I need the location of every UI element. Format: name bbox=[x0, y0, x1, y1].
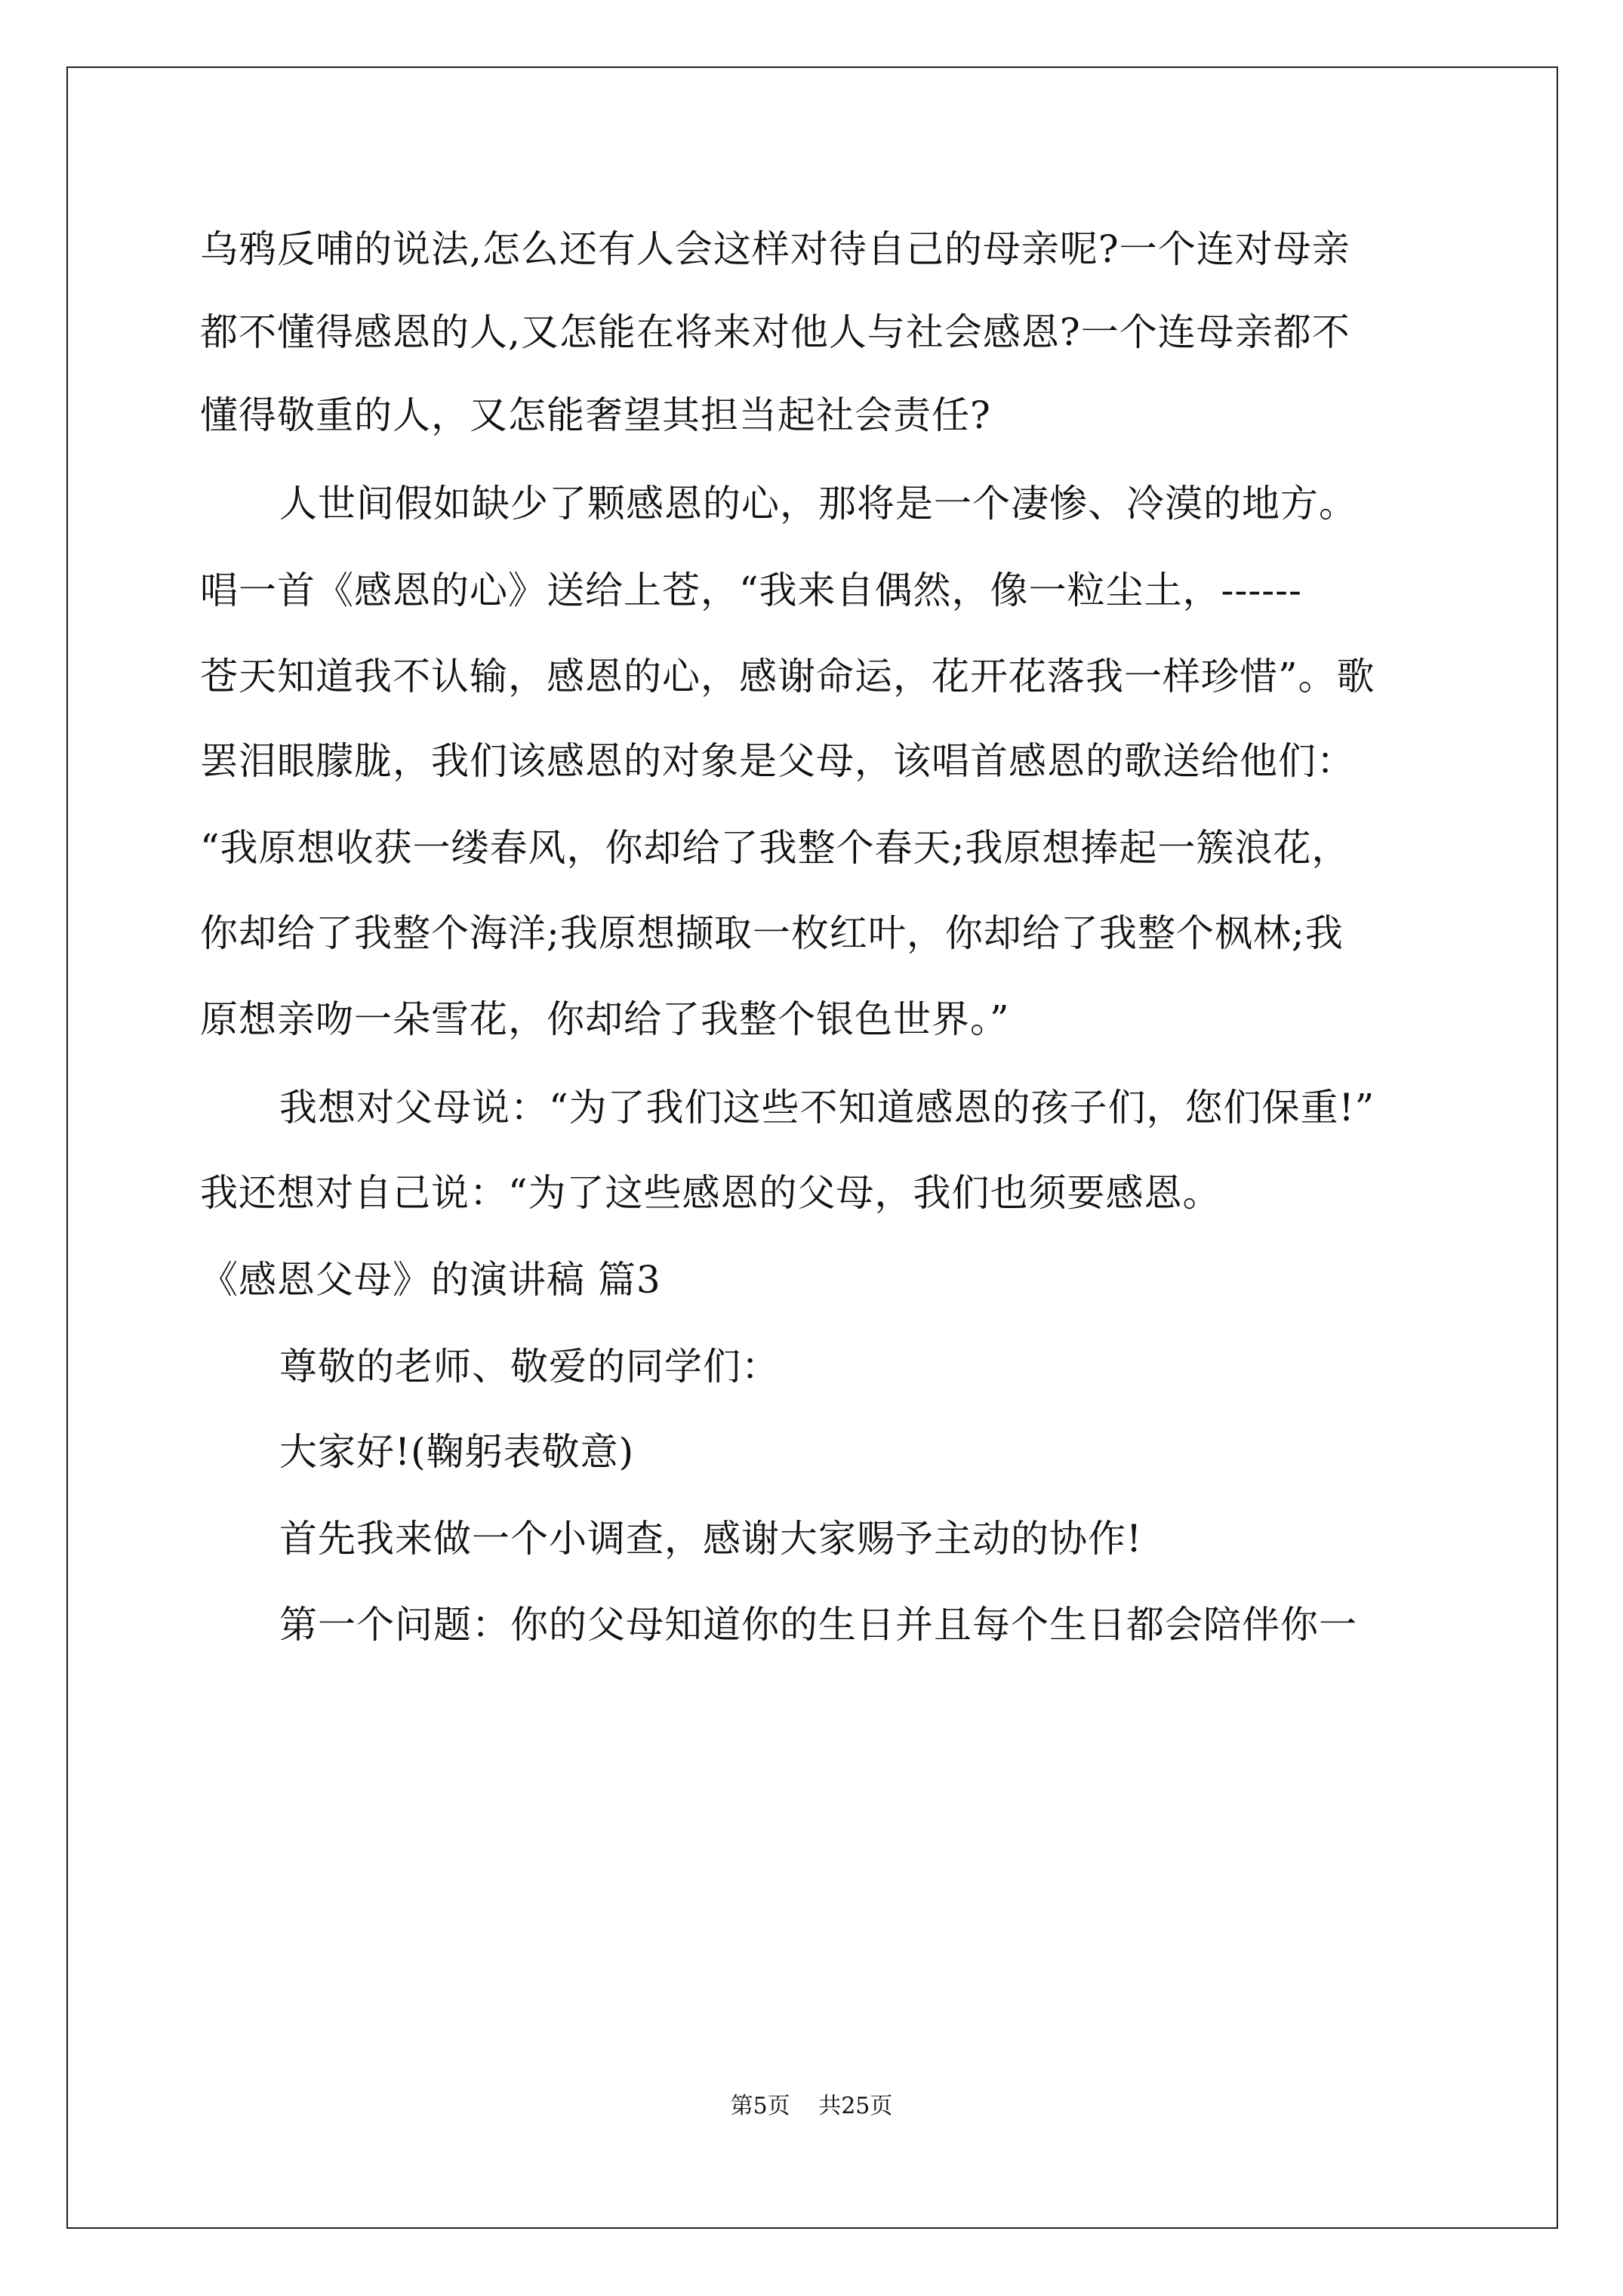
page-number: 第5页 bbox=[730, 2093, 790, 2119]
text-line: 我想对父母说：“为了我们这些不知道感恩的孩子们，您们保重!” bbox=[279, 1086, 1375, 1130]
page-footer bbox=[0, 2091, 1623, 2122]
text-line: 都不懂得感恩的人,又怎能在将来对他人与社会感恩?一个连母亲都不 bbox=[200, 310, 1350, 354]
text-line: 你却给了我整个海洋;我原想撷取一枚红叶，你却给了我整个枫林;我 bbox=[200, 911, 1344, 955]
section-heading: 《感恩父母》的演讲稿 篇3 bbox=[200, 1258, 661, 1302]
text-line: 乌鸦反哺的说法,怎么还有人会这样对待自己的母亲呢?一个连对母亲 bbox=[200, 227, 1350, 271]
text-line: 我还想对自己说：“为了这些感恩的父母，我们也须要感恩。 bbox=[200, 1171, 1221, 1215]
text-line: 第一个问题：你的父母知道你的生日并且每个生日都会陪伴你一 bbox=[279, 1603, 1357, 1647]
text-line: “我原想收获一缕春风，你却给了我整个春天;我原想捧起一簇浪花， bbox=[200, 826, 1350, 870]
text-line: 罢泪眼朦胧，我们该感恩的对象是父母，该唱首感恩的歌送给他们： bbox=[200, 739, 1355, 783]
page-total: 共25页 bbox=[818, 2093, 893, 2119]
text-line: 苍天知道我不认输，感恩的心，感谢命运，花开花落我一样珍惜”。歌 bbox=[200, 655, 1375, 698]
page-border bbox=[66, 66, 1558, 2229]
text-line: 首先我来做一个小调查，感谢大家赐予主动的协作! bbox=[279, 1517, 1143, 1561]
text-line: 尊敬的老师、敬爱的同学们： bbox=[279, 1345, 780, 1388]
text-line: 大家好!(鞠躬表敬意) bbox=[279, 1430, 635, 1474]
text-line: 原想亲吻一朵雪花，你却给了我整个银色世界。” bbox=[200, 997, 1010, 1041]
text-line: 人世间假如缺少了颗感恩的心，那将是一个凄惨、冷漠的地方。 bbox=[279, 482, 1357, 525]
text-line: 懂得敬重的人，又怎能奢望其担当起社会责任? bbox=[200, 393, 991, 437]
text-line: 唱一首《感恩的心》送给上苍，“我来自偶然，像一粒尘土，------ bbox=[200, 569, 1302, 612]
